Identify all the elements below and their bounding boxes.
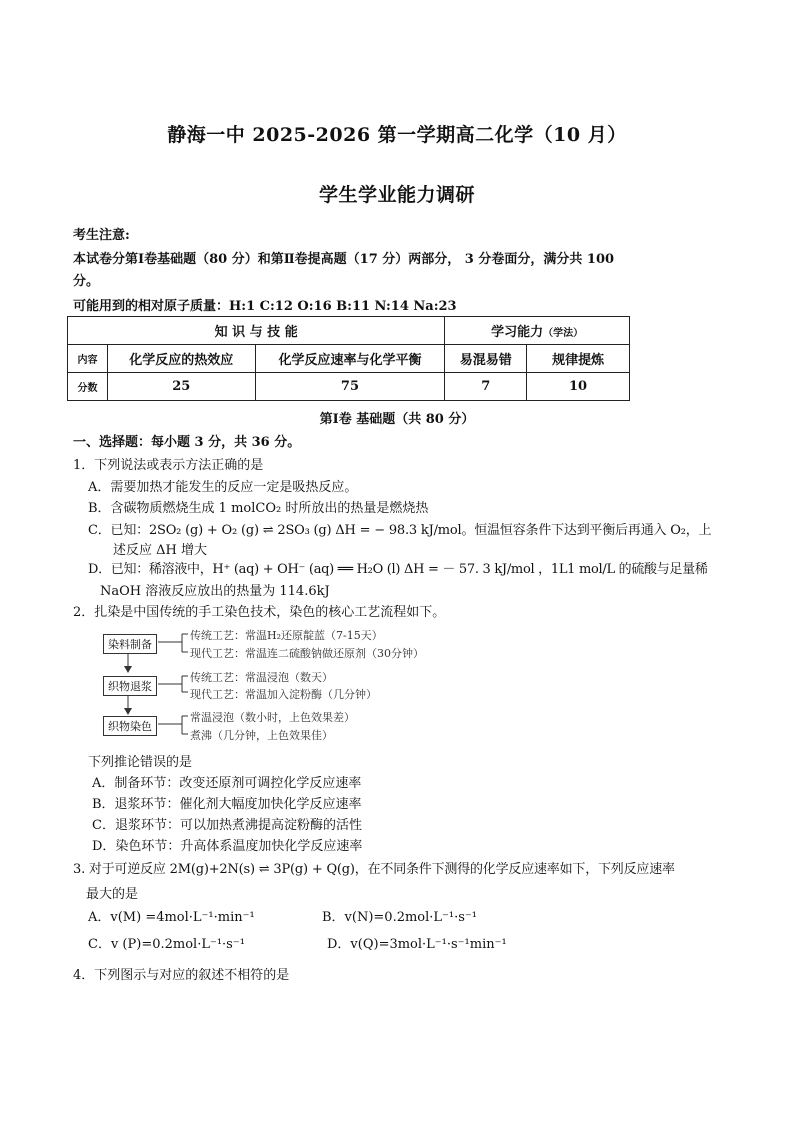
table-cell: 化学反应速率与化学平衡 — [255, 345, 445, 373]
flow-text: 现代工艺：常温连二硫酸钠做还原剂（30分钟） — [190, 647, 424, 660]
q1-option-b: B．含碳物质燃烧生成 1 molCO₂ 时所放出的热量是燃烧热 — [88, 501, 429, 516]
table-cell: 易混易错 — [445, 345, 527, 373]
notice-line2: 分。 — [73, 274, 100, 289]
q3-stem-line2: 最大的是 — [86, 887, 139, 902]
q3-option-d: D．v(Q)=3mol·L⁻¹·s⁻¹min⁻¹ — [327, 937, 507, 952]
table-group-ability-note: （学法） — [543, 328, 584, 339]
q1-option-c-line2: 述反应 ΔH 增大 — [113, 543, 207, 558]
q2-option-a: A．制备环节：改变还原剂可调控化学反应速率 — [92, 776, 362, 791]
q4-stem: 4．下列图示与对应的叙述不相符的是 — [73, 968, 290, 983]
section-title: 第Ⅰ卷 基础题（共 80 分） — [319, 412, 475, 427]
q2-option-d: D．染色环节：升高体系温度加快化学反应速率 — [92, 839, 363, 854]
flow-box-dyeing: 织物染色 — [103, 716, 157, 736]
notice-line1: 本试卷分第Ⅰ卷基础题（80 分）和第Ⅱ卷提高题（17 分）两部分， 3 分卷面分，满分共 100 — [73, 252, 615, 267]
row-label-score: 分数 — [68, 373, 108, 401]
flow-text: 现代工艺：常温加入淀粉酶（几分钟） — [190, 688, 377, 701]
table-cell: 化学反应的热效应 — [107, 345, 255, 373]
table-cell: 75 — [255, 373, 445, 401]
q2-option-c: C．退浆环节：可以加热煮沸提高淀粉酶的活性 — [92, 818, 362, 833]
atomic-masses: 可能用到的相对原子质量：H:1 C:12 O:16 B:11 N:14 Na:23 — [73, 299, 457, 314]
q1-option-d-line1: D．已知：稀溶液中，H⁺ (aq) + OH⁻ (aq) ══ H₂O (l) ΔH = － 57. 3 kJ/mol ，1L1 mol/L 的硫酸与足量稀 — [88, 562, 708, 577]
table-cell: 25 — [107, 373, 255, 401]
q3-option-a: A．v(M) =4mol·L⁻¹·min⁻¹ — [88, 910, 255, 925]
table-cell: 10 — [527, 373, 630, 401]
flow-text: 常温浸泡（数小时，上色效果差） — [190, 711, 355, 724]
q1-stem: 1．下列说法或表示方法正确的是 — [73, 458, 264, 473]
q1-option-d-line2: NaOH 溶液反应放出的热量为 114.6kJ — [100, 584, 330, 599]
table-group-ability — [445, 317, 630, 345]
flow-text: 传统工艺：常温H₂还原靛蓝（7-15天） — [190, 629, 383, 642]
flow-box-desizing: 织物退浆 — [103, 676, 157, 696]
notice-label: 考生注意: — [73, 228, 130, 243]
flow-text: 煮沸（几分钟，上色效果佳） — [190, 729, 333, 742]
flow-text: 传统工艺：常温浸泡（数天） — [190, 671, 333, 684]
table-cell: 规律提炼 — [527, 345, 630, 373]
q1-option-a: A．需要加热才能发生的反应一定是吸热反应。 — [88, 480, 358, 495]
page-subtitle: 学生学业能力调研 — [318, 184, 475, 206]
row-label-content: 内容 — [68, 345, 108, 373]
score-table — [67, 316, 630, 401]
q2-option-b: B．退浆环节：催化剂大幅度加快化学反应速率 — [92, 797, 362, 812]
table-cell: 7 — [445, 373, 527, 401]
q3-option-b: B．v(N)=0.2mol·L⁻¹·s⁻¹ — [322, 910, 478, 925]
table-group-knowledge: 知 识 与 技 能 — [68, 317, 445, 345]
q1-option-c-line1: C．已知：2SO₂ (g) + O₂ (g) ⇌ 2SO₃ (g) ΔH = − 98.3 kJ/mol。恒温恒容条件下达到平衡后再通入 O₂，上 — [88, 523, 712, 538]
q2-stem: 2．扎染是中国传统的手工染色技术，染色的核心工艺流程如下。 — [73, 605, 446, 620]
q3-option-c: C．v (P)=0.2mol·L⁻¹·s⁻¹ — [88, 937, 245, 952]
table-group-ability-label: 学习能力 — [491, 325, 544, 340]
flow-box-dye-prep: 染料制备 — [103, 634, 157, 654]
page-title: 静海一中 2025-2026 第一学期高二化学（10 月） — [167, 124, 627, 146]
part-title: 一、选择题：每小题 3 分，共 36 分。 — [73, 435, 301, 450]
q3-stem-line1: 3. 对于可逆反应 2M(g)+2N(s) ⇌ 3P(g) + Q(g)，在不同条件下测得的化学反应速率如下，下列反应速率 — [73, 862, 675, 877]
q2-question: 下列推论错误的是 — [88, 755, 193, 770]
